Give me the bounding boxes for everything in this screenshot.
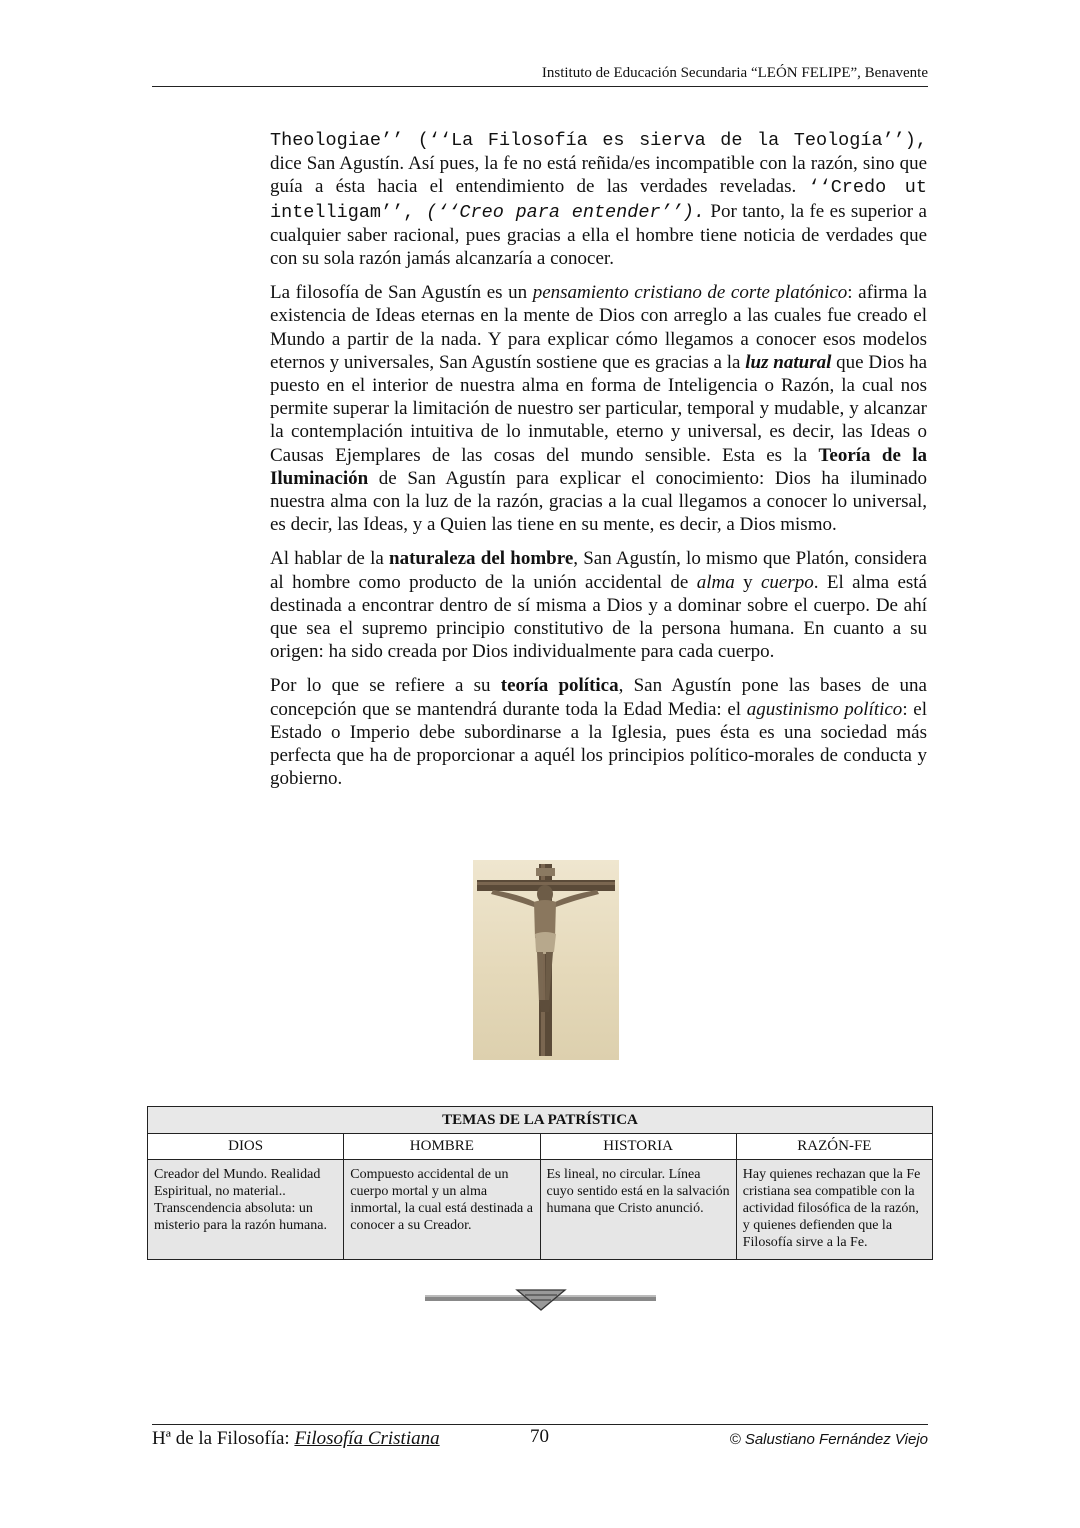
latin-quote-credo: ‘‘Credo ut intelligam’’, <box>270 177 927 223</box>
text-run: Por tanto, la fe es superior a cualquier saber racional, pues gracias a ella el hombre tiene noticia de verdades que con su sola razón jamás alcanzaría a conocer. <box>270 200 927 270</box>
page-footer <box>152 1424 928 1455</box>
bold-term: naturaleza del hombre <box>389 548 574 570</box>
text-run: de San Agustín para explicar el conocimiento: Dios ha iluminado nuestra alma con la luz de la razón, gracias a la cual llegamos a conocer lo universal, es decir, las Ideas, y a Quien las tiene en su mente, es decir, a Dios mismo. <box>270 467 927 536</box>
text-run: Por lo que se refiere a su <box>270 675 501 697</box>
section-divider <box>425 1287 656 1313</box>
bold-italic-term: luz natural <box>745 351 832 373</box>
column-header-hombre: HOMBRE <box>344 1134 540 1160</box>
bold-term: Teoría de la Iluminación <box>270 444 928 489</box>
paragraph-fe-razon <box>270 128 927 270</box>
cell-hombre: Compuesto accidental de un cuerpo mortal y un alma inmortal, la cual está destinada a conocer a su Creador. <box>344 1160 540 1260</box>
text-run: , San Agustín pone las bases de una concepción que se mantendrá durante toda la Edad Media: el <box>270 675 927 720</box>
text-run: . El alma está destinada a encontrar dentro de sí misma a Dios y a dominar sobre el cuerpo. De ahí que sea el supremo principio constitutivo de la persona humana. En cuanto a su origen: ha sido creada por Dios individualmente para cada cuerpo. <box>270 571 927 663</box>
text-run: La filosofía de San Agustín es un <box>270 282 533 304</box>
triangle-divider-icon <box>425 1287 656 1313</box>
footer-link[interactable]: Filosofía Cristiana <box>294 1428 440 1449</box>
column-header-razon-fe: RAZÓN-FE <box>736 1134 932 1160</box>
temas-table <box>147 1106 933 1260</box>
page-number: 70 <box>530 1426 549 1447</box>
table-title: TEMAS DE LA PATRÍSTICA <box>148 1107 933 1134</box>
text-run: , San Agustín, lo mismo que Platón, considera al hombre como producto de la unión accidental de <box>270 548 927 593</box>
crucifix-illustration <box>473 860 619 1060</box>
italic-term: agustinismo político <box>746 698 903 720</box>
header-text: Instituto de Educación Secundaria “LEÓN FELIPE”, Benavente <box>541 65 928 81</box>
text-run: y <box>734 571 761 593</box>
footer-author: © Salustiano Fernández Viejo <box>729 1431 928 1448</box>
text-run: que Dios ha puesto en el interior de nuestra alma en forma de Inteligencia o Razón, la cual nos permite superar la limitación de nuestro ser particular, temporal y mudable, y alcanzar la contemplación intuitiva de lo inmutable, eterno y universal, es decir, las Ideas o Causas Ejemplares de las cosas del mundo sensible. Esta es la <box>270 351 928 466</box>
paragraph-hombre <box>270 547 927 663</box>
footer-prefix: Hª de la Filosofía: <box>152 1428 295 1449</box>
paragraph-iluminacion <box>270 281 927 536</box>
page-header <box>152 62 928 87</box>
main-text <box>270 128 927 801</box>
table-row <box>148 1160 933 1260</box>
italic-term: cuerpo <box>761 571 814 593</box>
translation-quote: (‘‘Creo para entender’’). <box>414 201 705 223</box>
column-header-historia: HISTORIA <box>540 1134 736 1160</box>
crucifix-image <box>473 860 619 1060</box>
text-run: Al hablar de la <box>270 548 390 570</box>
cell-dios: Creador del Mundo. Realidad Espiritual, no material.. Transcendencia absoluta: un misterio para la razón humana. <box>148 1160 344 1260</box>
text-run: : afirma la existencia de Ideas eternas en la mente de Dios con arreglo a las cuales fue creado el Mundo a partir de la nada. Y para explicar cómo llegamos a conocer esos modelos eternos y universales, San Agustín sostiene que es gracias a la <box>270 282 927 373</box>
text-run: dice San Agustín. Así pues, la fe no está reñida/es incompatible con la razón, sino que guía a ésta hacia el entendimiento de las verdades reveladas. <box>270 153 927 198</box>
bold-term: teoría política <box>500 675 619 697</box>
paragraph-politica <box>270 674 927 790</box>
cell-historia: Es lineal, no circular. Línea cuyo sentido está en la salvación humana que Cristo anunció. <box>540 1160 736 1260</box>
footer-subject <box>152 1428 440 1450</box>
latin-quote: Theologiae’’ (‘‘La Filosofía es sierva de la Teología’’), <box>270 130 927 151</box>
italic-term: alma <box>696 571 735 593</box>
column-header-dios: DIOS <box>148 1134 344 1160</box>
cell-razon-fe: Hay quienes rechazan que la Fe cristiana sea compatible con la actividad filosófica de la razón, y quienes defienden que la Filosofía sirve a la Fe. <box>736 1160 932 1260</box>
italic-term: pensamiento cristiano de corte platónico <box>532 282 848 304</box>
text-run: : el Estado o Imperio debe subordinarse a la Iglesia, pues ésta es una sociedad más perfecta que ha de proporcionar a aquél los principios político-morales de conducta y gobierno. <box>270 698 927 790</box>
